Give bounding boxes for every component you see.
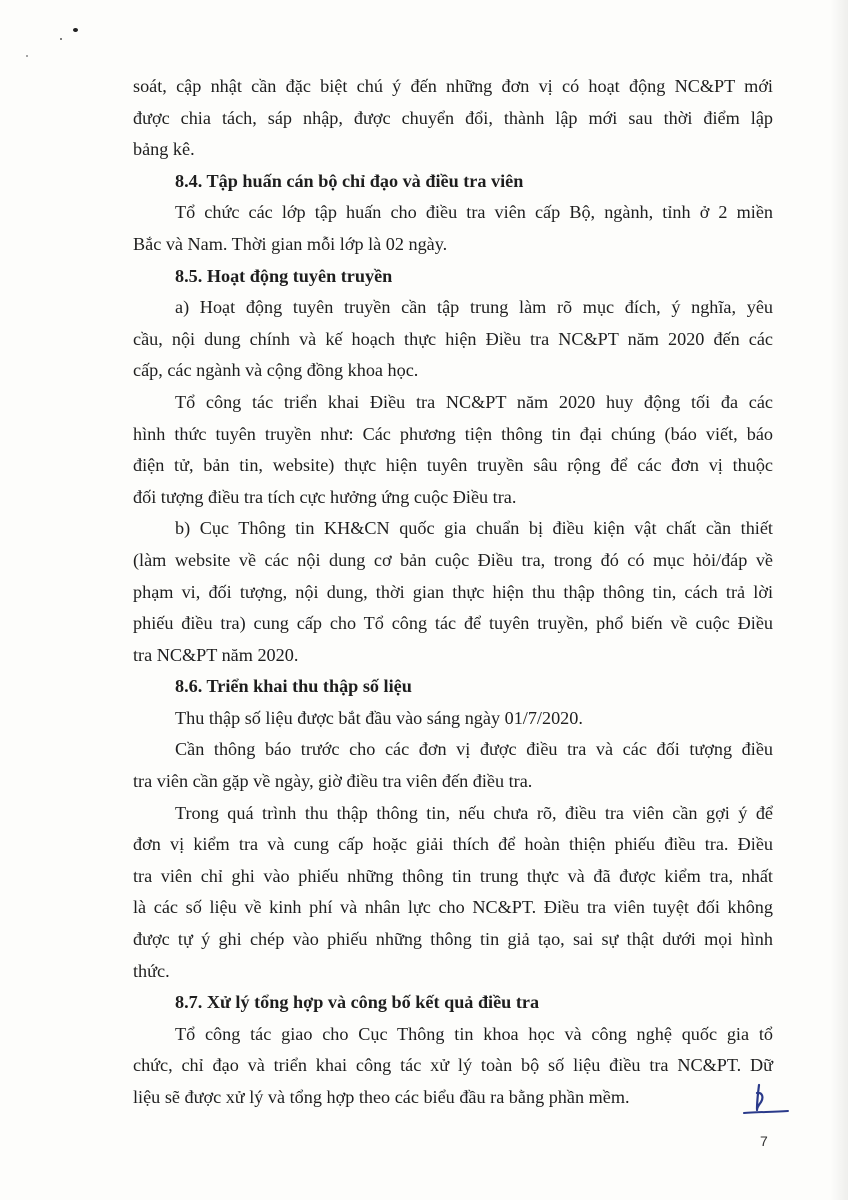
paragraph-line: được tự ý ghi chép vào phiếu những thông tin giả tạo, sai sự thật dưới mọi hình	[133, 929, 773, 950]
document-body	[133, 71, 773, 1114]
section-heading: 8.7. Xử lý tổng hợp và công bố kết quả điều tra	[175, 992, 540, 1013]
paragraph-line: phiếu điều tra) cung cấp cho Tổ công tác để tuyên truyền, phổ biến về cuộc Điều	[133, 613, 773, 634]
paragraph-line: điện tử, bản tin, website) thực hiện tuyên truyền sâu rộng để các đơn vị thuộc	[133, 455, 773, 476]
paragraph-line: cầu, nội dung chính và kế hoạch thực hiện Điều tra NC&PT năm 2020 đến các	[133, 328, 773, 349]
paragraph-line: Trong quá trình thu thập thông tin, nếu chưa rõ, điều tra viên cần gợi ý để	[175, 802, 773, 823]
scan-speck	[73, 28, 78, 32]
paragraph-line: b) Cục Thông tin KH&CN quốc gia chuẩn bị điều kiện vật chất cần thiết	[175, 518, 773, 539]
paragraph-line: a) Hoạt động tuyên truyền cần tập trung làm rõ mục đích, ý nghĩa, yêu	[175, 297, 773, 318]
scan-speck	[26, 55, 28, 57]
paragraph-line: soát, cập nhật cần đặc biệt chú ý đến những đơn vị có hoạt động NC&PT mới	[133, 76, 773, 96]
paragraph-line: Tổ công tác giao cho Cục Thông tin khoa học và công nghệ quốc gia tổ	[175, 1023, 773, 1044]
page-edge-shadow	[830, 0, 848, 1200]
scan-speck	[60, 38, 62, 40]
paragraph-line: là các số liệu về kinh phí và nhân lực cho NC&PT. Điều tra viên tuyệt đối không	[133, 897, 773, 918]
paragraph-line: tra viên cần gặp về ngày, giờ điều tra viên đến điều tra.	[133, 771, 533, 792]
paragraph-line: phạm vi, đối tượng, nội dung, thời gian thực hiện thu thập thông tin, cách trả lời	[133, 581, 773, 602]
paragraph-line: cấp, các ngành và cộng đồng khoa học.	[133, 360, 419, 381]
paragraph-line: được chia tách, sáp nhập, được chuyển đổi, thành lập mới sau thời điểm lập	[133, 107, 773, 128]
paragraph-line: tra NC&PT năm 2020.	[133, 644, 299, 665]
page-number: 7	[760, 1133, 768, 1149]
paragraph-line: hình thức tuyên truyền như: Các phương tiện thông tin đại chúng (báo viết, báo	[133, 423, 773, 444]
paragraph-line: (làm website về các nội dung cơ bản cuộc Điều tra, trong đó có mục hỏi/đáp về	[133, 549, 773, 570]
initials-signature	[742, 1083, 792, 1119]
paragraph-line: đối tượng điều tra tích cực hưởng ứng cuộc Điều tra.	[133, 486, 517, 507]
paragraph-line: đơn vị kiểm tra và cung cấp hoặc giải thích để hoàn thiện phiếu điều tra. Điều	[133, 834, 773, 855]
paragraph-line: liệu sẽ được xử lý và tổng hợp theo các biểu đầu ra bằng phần mềm.	[133, 1087, 630, 1107]
section-heading: 8.5. Hoạt động tuyên truyền	[175, 265, 393, 286]
paragraph-line: bảng kê.	[133, 139, 195, 160]
section-heading: 8.6. Triển khai thu thập số liệu	[175, 676, 412, 697]
paragraph-line: Cần thông báo trước cho các đơn vị được điều tra và các đối tượng điều	[175, 739, 773, 760]
paragraph-line: Tổ chức các lớp tập huấn cho điều tra viên cấp Bộ, ngành, tỉnh ở 2 miền	[175, 202, 773, 223]
paragraph-line: Thu thập số liệu được bắt đầu vào sáng ngày 01/7/2020.	[175, 707, 583, 728]
paragraph-line: Bắc và Nam. Thời gian mỗi lớp là 02 ngày.	[133, 233, 448, 254]
section-heading: 8.4. Tập huấn cán bộ chỉ đạo và điều tra viên	[175, 170, 524, 191]
paragraph-line: thức.	[133, 960, 170, 981]
paragraph-line: Tổ công tác triển khai Điều tra NC&PT năm 2020 huy động tối đa các	[175, 391, 773, 412]
paragraph-line: chức, chỉ đạo và triển khai công tác xử lý toàn bộ số liệu điều tra NC&PT. Dữ	[133, 1055, 773, 1076]
paragraph-line: tra viên chỉ ghi vào phiếu những thông tin trung thực và đã được kiểm tra, nhất	[133, 865, 773, 886]
